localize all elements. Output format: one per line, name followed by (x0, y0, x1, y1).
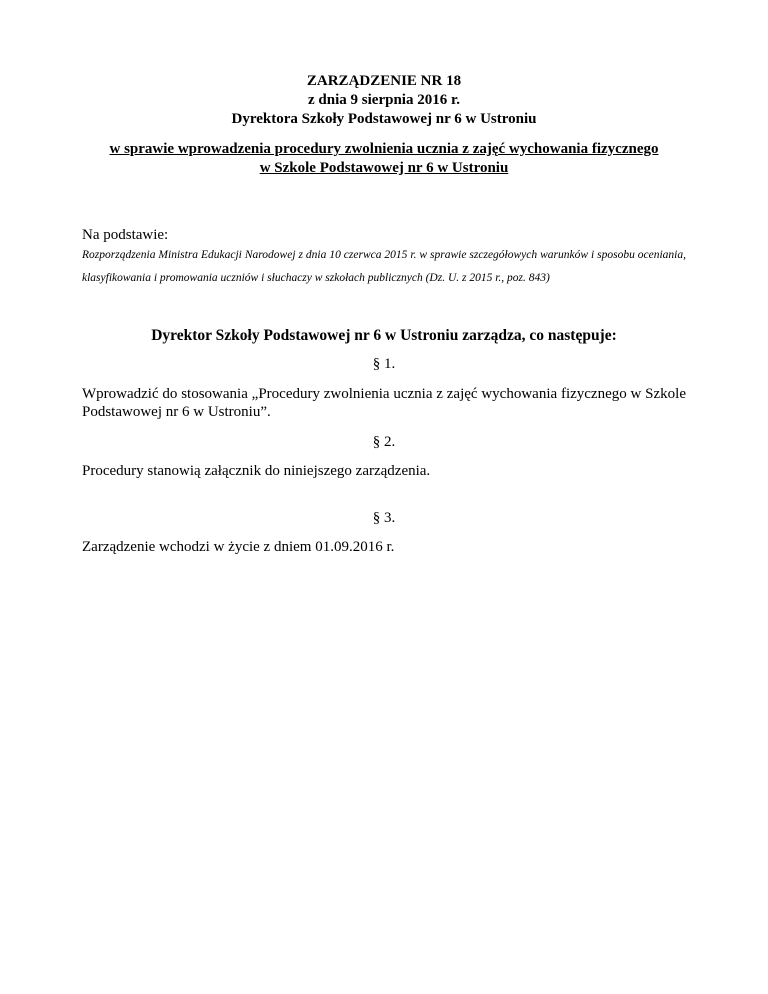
paragraph-2-text: Procedury stanowią załącznik do niniejszego zarządzenia. (82, 463, 431, 479)
document-header (0, 72, 768, 129)
paragraph-2-mark: § 2. (372, 434, 396, 450)
decree-issuer: Dyrektora Szkoły Podstawowej nr 6 w Ustroniu (231, 111, 537, 127)
paragraph-1-mark: § 1. (372, 356, 396, 372)
paragraph-1-text: Wprowadzić do stosowania „Procedury zwolnienia ucznia z zajęć wychowania fizycznego w Szkole Podstawowej nr 6 w Ustroniu”. (82, 386, 686, 420)
decree-statement: Dyrektor Szkoły Podstawowej nr 6 w Ustroniu zarządza, co następuje: (151, 327, 617, 344)
subject-line-1: w sprawie wprowadzenia procedury zwolnienia ucznia z zajęć wychowania fizycznego (109, 141, 659, 157)
legal-basis-label: Na podstawie: (82, 227, 169, 243)
paragraph-3-text: Zarządzenie wchodzi w życie z dniem 01.09.2016 r. (82, 539, 395, 555)
decree-number: ZARZĄDZENIE NR 18 (306, 73, 462, 89)
decree-subject (0, 140, 768, 178)
legal-basis-text: Rozporządzenia Ministra Edukacji Narodowej z dnia 10 czerwca 2015 r. w sprawie szczegółowych warunków i sposobu oceniania, klasyfikowania i promowania uczniów i słuchaczy w szkołach publicznych (Dz. U. z 2015 r., poz. 843) (82, 249, 686, 284)
paragraph-3-mark: § 3. (372, 510, 396, 526)
decree-date: z dnia 9 sierpnia 2016 r. (308, 92, 460, 108)
subject-line-2: w Szkole Podstawowej nr 6 w Ustroniu (259, 160, 509, 176)
